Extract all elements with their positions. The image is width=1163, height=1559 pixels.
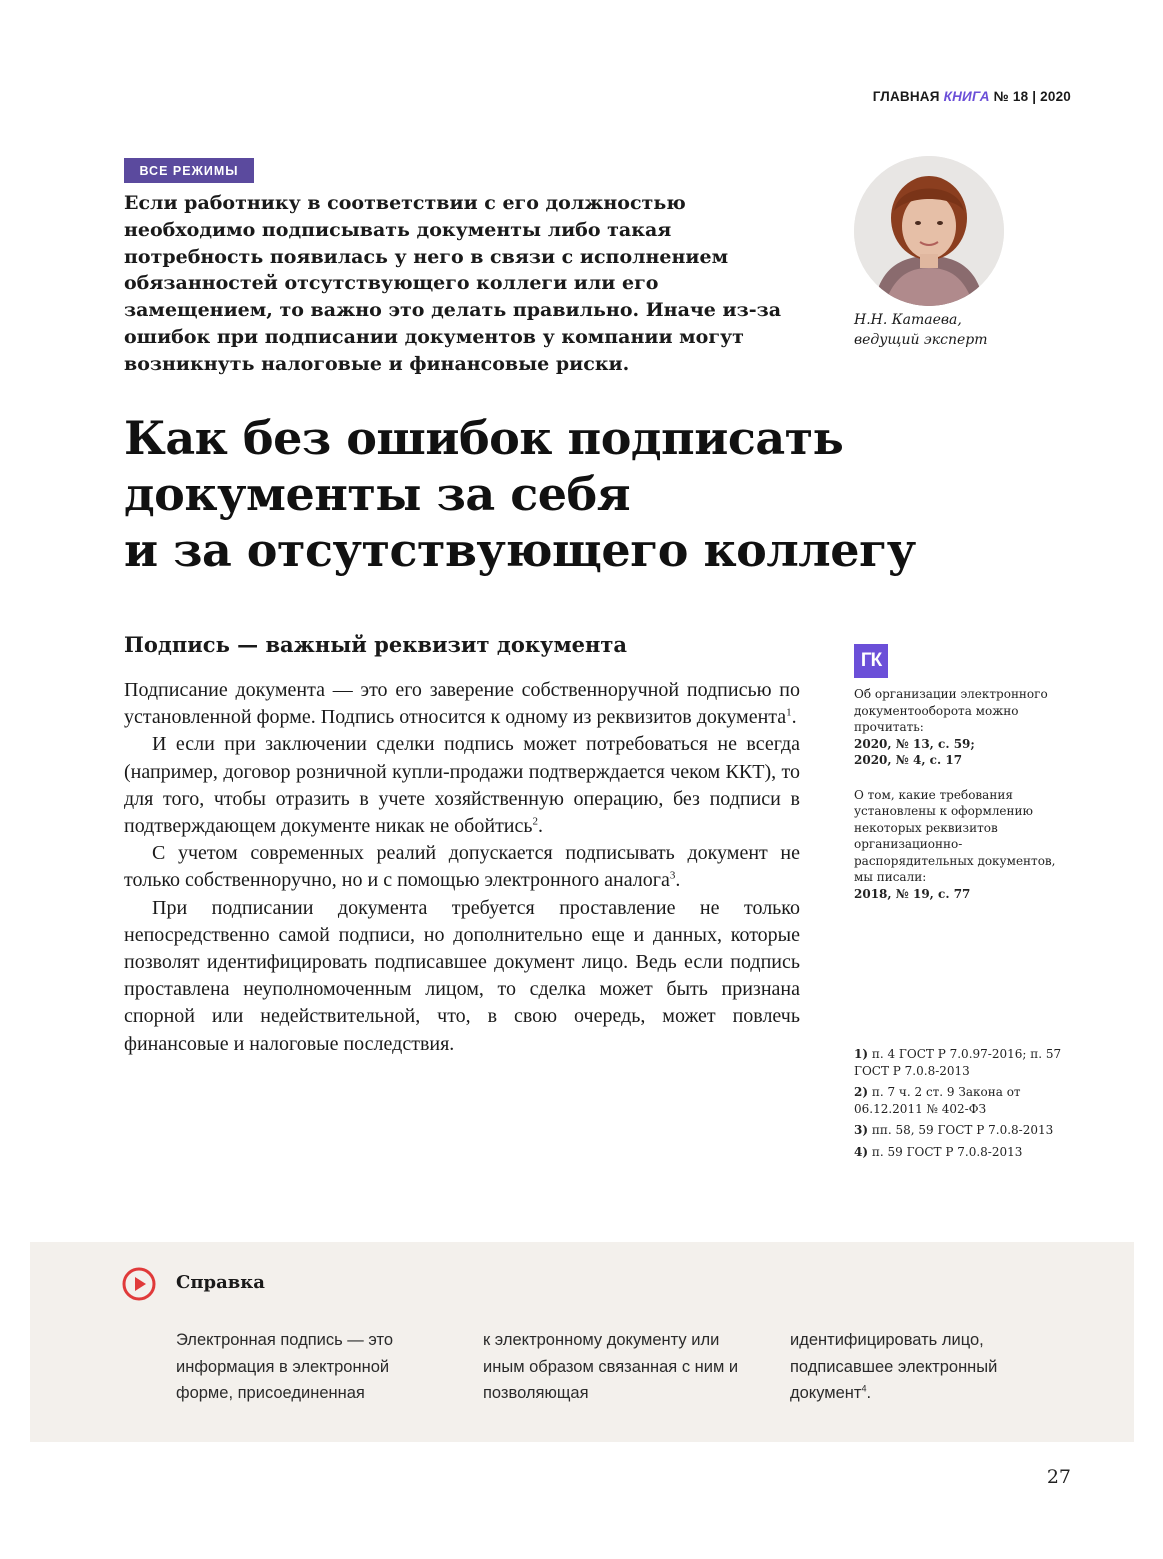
side-note: [854, 787, 1074, 903]
footnote: [854, 1122, 1084, 1139]
side-notes: [854, 686, 1074, 920]
paragraph-4-text: При подписании документа требуется проставление не только непосредственно самой подписи, но дополнительно еще и данных, которые позволят идентифицировать подписавшее документ лицо. Ведь если подпись проставлена неуполномоченным лицом, то сделка может быть признана спорной или недействительной, что, в свою очередь, может повлечь финансовые и налоговые последствия.: [124, 896, 800, 1055]
side-note: [854, 686, 1074, 769]
title-line-1: Как без ошибок подписать: [124, 411, 844, 465]
masthead-word1: ГЛАВНАЯ: [872, 89, 940, 104]
title-line-2: документы за себя: [124, 467, 631, 521]
author-name: Н.Н. Катаева,: [854, 312, 962, 328]
author-caption: [854, 310, 988, 350]
paragraph-4: [124, 895, 800, 1058]
footnotes: [854, 1046, 1084, 1165]
article-body: [124, 677, 800, 1058]
footnote-text: п. 4 ГОСТ Р 7.0.97-2016; п. 57 ГОСТ Р 7.0.8-2013: [854, 1047, 1062, 1078]
page-number: 27: [1046, 1466, 1071, 1488]
footnote-ref-4: 4: [861, 1383, 867, 1394]
footnote: [854, 1046, 1084, 1079]
paragraph-3-text: С учетом современных реалий допускается подписывать документ не только собственноручно, но и с помощью электронного аналога: [124, 842, 800, 892]
author-role: ведущий эксперт: [854, 332, 988, 348]
info-column-1: Электронная подпись — это информация в электронной форме, присоединенная: [176, 1331, 393, 1402]
author-portrait-icon: [854, 156, 1004, 306]
paragraph-1-text: Подписание документа — это его заверение собственноручной подписью по установленной форме. Подпись относится к одному из реквизитов документа: [124, 679, 800, 729]
footnote: [854, 1084, 1084, 1117]
lead-paragraph: Если работнику в соответствии с его должностью необходимо подписывать документы либо такая потребность появилась у него в связи с исполнением обязанностей отсутствующего коллеги или его замещением, то важно это делать правильно. Иначе из-за ошибок при подписании документов у компании могут возникнуть налоговые и финансовые риски.: [124, 192, 782, 375]
section-heading: Подпись — важный реквизит документа: [124, 632, 628, 657]
footnote: [854, 1144, 1084, 1161]
paragraph-2-text: И если при заключении сделки подпись может потребоваться не всегда (например, договор розничной купли-продажи подтверждается чеком ККТ), то для того, чтобы отразить в учете хозяйственную операцию, без подписи в подтверждающем документе никак не обойтись: [124, 733, 800, 838]
article-title: [124, 410, 1004, 578]
footnote-number: 1): [854, 1047, 869, 1061]
side-note-text: О том, какие требования установлены к оформлению некоторых реквизитов организационно-распорядительных документов, мы писали:: [854, 787, 1056, 884]
paragraph-2-tail: .: [538, 815, 544, 838]
info-column-2: к электронному документу или иным образом связанная с ним и позволяющая: [483, 1331, 739, 1402]
footnote-number: 4): [854, 1144, 869, 1159]
footnote-number: 3): [854, 1123, 869, 1137]
title-line-3: и за отсутствующего коллегу: [124, 523, 916, 577]
info-column-3-tail: .: [866, 1384, 872, 1402]
category-tag: ВСЕ РЕЖИМЫ: [124, 158, 254, 183]
masthead-issue: № 18 | 2020: [993, 89, 1071, 104]
footnote-text: пп. 58, 59 ГОСТ Р 7.0.8-2013: [871, 1123, 1054, 1137]
side-note-ref[interactable]: 2020, № 4, с. 17: [854, 753, 963, 767]
info-title: Справка: [176, 1272, 265, 1293]
footnote-text: п. 7 ч. 2 ст. 9 Закона от 06.12.2011 № 402-ФЗ: [854, 1085, 1021, 1116]
info-column-3-text: идентифицировать лицо, подписавшее электронный документ: [790, 1331, 998, 1402]
paragraph-3: [124, 840, 800, 894]
footnote-ref-1: 1: [786, 706, 792, 719]
side-note-text: Об организации электронного документооборота можно прочитать:: [854, 687, 1048, 734]
paragraph-1: [124, 677, 800, 731]
play-circle-icon: [122, 1267, 156, 1301]
footnote-text: п. 59 ГОСТ Р 7.0.8-2013: [871, 1144, 1023, 1159]
masthead: [873, 89, 1071, 104]
gk-logo-icon: ГК: [854, 644, 888, 678]
paragraph-2: [124, 731, 800, 840]
author-photo: [854, 156, 1004, 306]
footnote-ref-2: 2: [532, 815, 539, 828]
footnote-ref-3: 3: [669, 869, 676, 882]
paragraph-3-tail: .: [675, 869, 681, 892]
paragraph-1-tail: .: [791, 706, 797, 729]
side-note-ref[interactable]: 2020, № 13, с. 59;: [854, 736, 975, 751]
masthead-word2: КНИГА: [943, 89, 990, 104]
info-column-3: [790, 1327, 1060, 1407]
footnote-number: 2): [854, 1085, 869, 1099]
side-note-ref[interactable]: 2018, № 19, с. 77: [854, 886, 971, 901]
info-box: [30, 1242, 1134, 1442]
